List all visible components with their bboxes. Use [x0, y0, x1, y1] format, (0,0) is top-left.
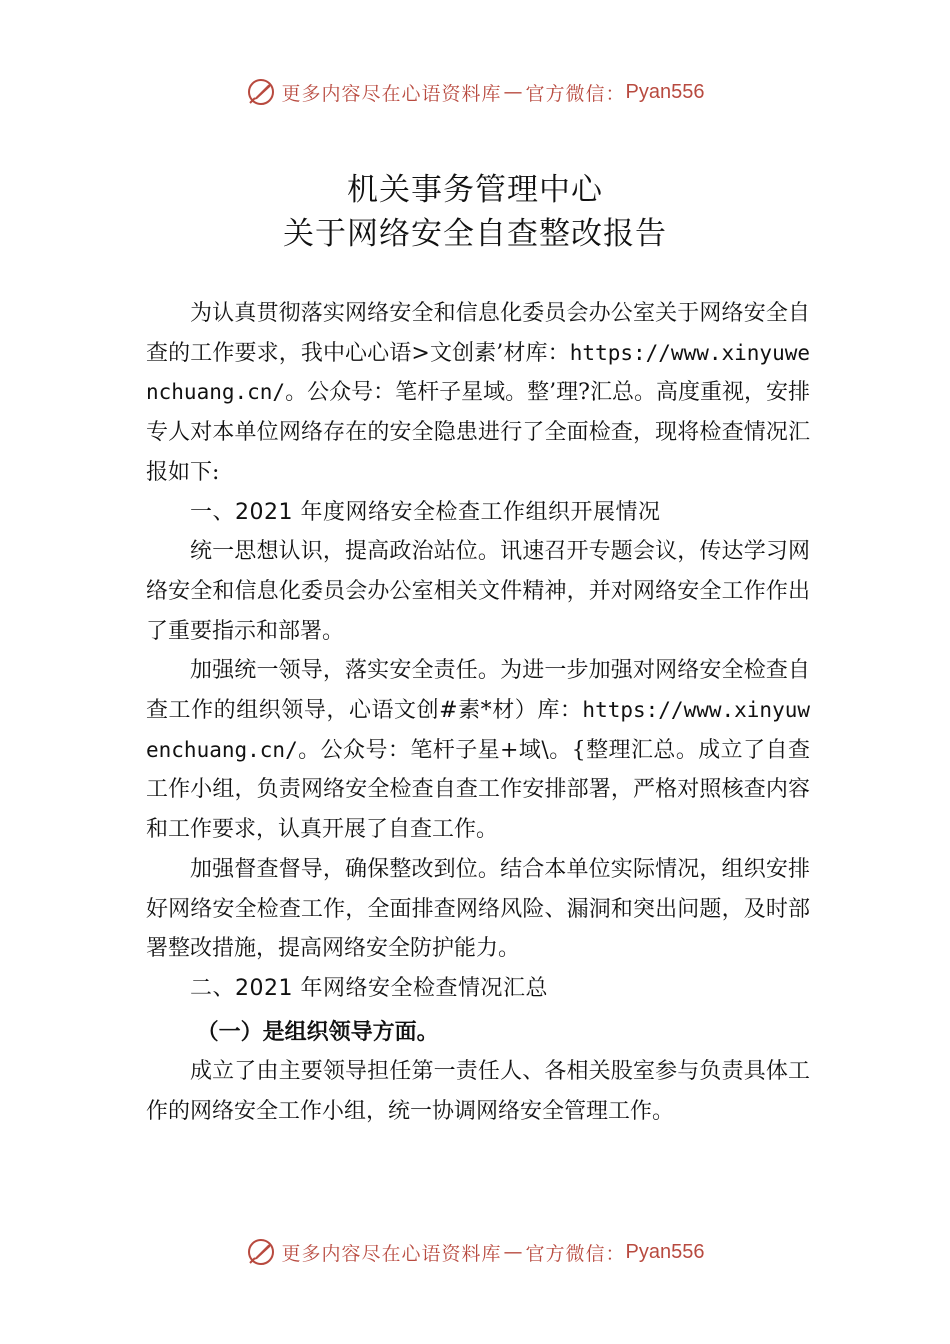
watermark-separator: — [503, 81, 524, 103]
watermark-text: 更多内容尽在心语资料库 [281, 1242, 502, 1265]
watermark-handle: Pyan556 [625, 80, 705, 103]
quill-logo-icon [246, 77, 276, 107]
watermark-text: 更多内容尽在心语资料库 [281, 82, 502, 105]
subsection-heading-1: （一）是组织领导方面。 [196, 1019, 439, 1045]
footer-watermark [0, 1232, 950, 1272]
paragraph-leadership [146, 651, 810, 850]
document-body [146, 294, 810, 1132]
paragraph-unify-thinking: 统一思想认识，提高政治站位。讯速召开专题会议，传达学习网络安全和信息化委员会办公室相关文件精神，并对网络安全工作作出了重要指示和部署。 [146, 539, 810, 644]
paragraph-intro-url: https://www.xinyuwenchuang.cn/ [146, 340, 810, 405]
paragraph-leadership-url: https://www.xinyuwenchuang.cn/ [146, 698, 810, 762]
paragraph-leadership-a: 加强统一领导，落实安全责任。为进一步加强对网络安全检查自查工作的组织领导，心语文创#素*材）库： [146, 658, 810, 724]
watermark-separator: — [503, 1241, 524, 1263]
watermark-label: 官方微信： [525, 82, 626, 105]
document-title-line2: 关于网络安全自查整改报告 [283, 216, 667, 252]
paragraph-supervision: 加强督查督导，确保整改到位。结合本单位实际情况，组织安排好网络安全检查工作，全面排查网络风险、漏洞和突出问题，及时部署整改措施，提高网络安全防护能力。 [146, 856, 810, 962]
document-title-line1: 机关事务管理中心 [347, 172, 603, 208]
section-heading-2: 二、2021 年网络安全检查情况汇总 [190, 975, 548, 1001]
paragraph-intro-b: 。公众号：笔杆子星域。整’理?汇总。高度重视，安排专人对本单位网络存在的安全隐患进行了全面检查，现将检查情况汇报如下: [146, 380, 810, 485]
header-watermark [0, 72, 950, 112]
watermark-handle: Pyan556 [625, 1240, 705, 1263]
watermark-label: 官方微信： [525, 1242, 626, 1265]
paragraph-leadership-b: 。公众号：笔杆子星+域\。{整理汇总。成立了自查工作小组，负责网络安全检查自查工作安排部署，严格对照核查内容和工作要求，认真开展了自查工作。 [146, 737, 810, 843]
paragraph-intro [146, 294, 810, 493]
section-heading-1: 一、2021 年度网络安全检查工作组织开展情况 [190, 499, 661, 525]
paragraph-organization: 成立了由主要领导担任第一责任人、各相关股室参与负责具体工作的网络安全工作小组，统一协调网络安全管理工作。 [146, 1059, 810, 1125]
quill-logo-icon [246, 1237, 276, 1267]
paragraph-intro-a: 为认真贯彻落实网络安全和信息化委员会办公室关于网络安全自查的工作要求，我中心心语>文创素’材库： [146, 301, 810, 366]
